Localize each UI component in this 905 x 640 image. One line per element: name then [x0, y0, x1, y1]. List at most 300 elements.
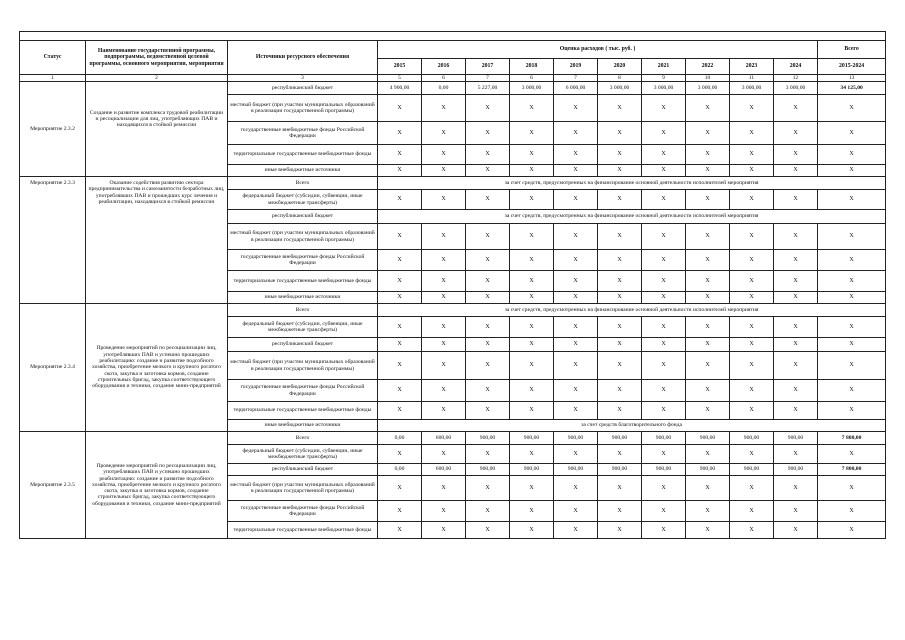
- source-cell: Всего: [228, 304, 378, 317]
- header-year: 2015: [378, 59, 422, 75]
- value-cell: Х: [598, 380, 642, 402]
- value-cell: 900,00: [730, 464, 774, 476]
- value-cell: 6 000,00: [554, 82, 598, 95]
- value-cell: Х: [774, 476, 818, 501]
- value-cell: Х: [598, 476, 642, 501]
- value-cell: Х: [598, 402, 642, 420]
- value-cell: Х: [422, 165, 466, 177]
- total-cell: Х: [818, 292, 886, 304]
- value-cell: Х: [510, 476, 554, 501]
- value-cell: 0,00: [378, 432, 422, 445]
- value-cell: Х: [510, 445, 554, 464]
- value-cell: 900,00: [466, 464, 510, 476]
- value-cell: Х: [642, 476, 686, 501]
- source-cell: местный бюджет (при участии муниципальных образований в реализации государственной программы): [228, 476, 378, 501]
- value-cell: Х: [686, 476, 730, 501]
- funding-note: за счет средств, предусмотренных на финансирование основной деятельности исполнителей мероприятия: [378, 177, 886, 190]
- value-cell: Х: [554, 476, 598, 501]
- value-cell: 900,00: [466, 432, 510, 445]
- source-cell: иные внебюджетные источники: [228, 420, 378, 432]
- total-cell: Х: [818, 250, 886, 271]
- value-cell: Х: [642, 165, 686, 177]
- table-row: [20, 304, 886, 317]
- value-cell: 900,00: [774, 464, 818, 476]
- value-cell: Х: [466, 352, 510, 380]
- total-cell: Х: [818, 271, 886, 292]
- source-cell: федеральный бюджет (субсидии, субвенции, иные межбюджетные трансферты): [228, 190, 378, 210]
- top-blank-row: [20, 32, 886, 41]
- value-cell: Х: [598, 224, 642, 250]
- source-cell: республиканский бюджет: [228, 210, 378, 224]
- value-cell: Х: [642, 501, 686, 522]
- column-number: 12: [774, 75, 818, 82]
- value-cell: 4 900,00: [378, 82, 422, 95]
- value-cell: Х: [598, 190, 642, 210]
- value-cell: Х: [686, 271, 730, 292]
- source-cell: государственные внебюджетные фонды Российской Федерации: [228, 501, 378, 522]
- value-cell: Х: [554, 501, 598, 522]
- value-cell: Х: [642, 122, 686, 145]
- value-cell: Х: [466, 476, 510, 501]
- value-cell: Х: [730, 145, 774, 165]
- header-year: 2021: [642, 59, 686, 75]
- source-cell: иные внебюджетные источники: [228, 165, 378, 177]
- value-cell: Х: [378, 292, 422, 304]
- value-cell: Х: [554, 402, 598, 420]
- source-cell: Всего: [228, 177, 378, 190]
- source-cell: Всего: [228, 432, 378, 445]
- value-cell: Х: [730, 271, 774, 292]
- value-cell: Х: [422, 317, 466, 338]
- value-cell: Х: [774, 224, 818, 250]
- status-cell: Мероприятие 2.3.2: [20, 82, 86, 177]
- value-cell: Х: [554, 352, 598, 380]
- value-cell: Х: [774, 501, 818, 522]
- value-cell: Х: [598, 501, 642, 522]
- value-cell: Х: [730, 292, 774, 304]
- value-cell: Х: [642, 190, 686, 210]
- value-cell: Х: [730, 190, 774, 210]
- value-cell: Х: [378, 402, 422, 420]
- total-cell: Х: [818, 338, 886, 352]
- value-cell: Х: [774, 292, 818, 304]
- value-cell: Х: [554, 380, 598, 402]
- column-number: 11: [730, 75, 774, 82]
- value-cell: Х: [730, 250, 774, 271]
- budget-table: [19, 31, 886, 539]
- total-cell: Х: [818, 522, 886, 539]
- value-cell: Х: [730, 476, 774, 501]
- value-cell: Х: [422, 380, 466, 402]
- value-cell: Х: [510, 338, 554, 352]
- value-cell: Х: [378, 95, 422, 122]
- value-cell: Х: [378, 352, 422, 380]
- value-cell: Х: [510, 352, 554, 380]
- value-cell: Х: [466, 190, 510, 210]
- value-cell: Х: [774, 445, 818, 464]
- column-number: 6: [510, 75, 554, 82]
- column-number: 3: [228, 75, 378, 82]
- value-cell: Х: [642, 292, 686, 304]
- value-cell: Х: [642, 224, 686, 250]
- value-cell: Х: [378, 338, 422, 352]
- value-cell: 0,00: [422, 82, 466, 95]
- value-cell: Х: [642, 338, 686, 352]
- source-cell: государственные внебюджетные фонды Российской Федерации: [228, 250, 378, 271]
- value-cell: Х: [554, 271, 598, 292]
- value-cell: Х: [642, 250, 686, 271]
- value-cell: Х: [466, 402, 510, 420]
- table-row: [20, 82, 886, 95]
- value-cell: Х: [642, 145, 686, 165]
- source-cell: федеральный бюджет (субсидии, субвенции, иные межбюджетные трансферты): [228, 317, 378, 338]
- value-cell: Х: [422, 476, 466, 501]
- value-cell: Х: [422, 292, 466, 304]
- value-cell: Х: [774, 271, 818, 292]
- header-year: 2018: [510, 59, 554, 75]
- value-cell: Х: [554, 122, 598, 145]
- value-cell: Х: [730, 501, 774, 522]
- value-cell: Х: [598, 352, 642, 380]
- value-cell: Х: [642, 402, 686, 420]
- source-cell: местный бюджет (при участии муниципальных образований в реализации государственной программы): [228, 95, 378, 122]
- value-cell: 900,00: [510, 464, 554, 476]
- total-cell: Х: [818, 402, 886, 420]
- value-cell: Х: [686, 95, 730, 122]
- header-year: 2019: [554, 59, 598, 75]
- source-cell: республиканский бюджет: [228, 338, 378, 352]
- total-cell: 7 800,00: [818, 432, 886, 445]
- value-cell: Х: [378, 380, 422, 402]
- value-cell: Х: [686, 352, 730, 380]
- value-cell: Х: [554, 190, 598, 210]
- header-year: 2022: [686, 59, 730, 75]
- column-number: 13: [818, 75, 886, 82]
- value-cell: Х: [642, 380, 686, 402]
- value-cell: Х: [686, 145, 730, 165]
- column-number: 5: [378, 75, 422, 82]
- value-cell: Х: [774, 338, 818, 352]
- header-status: Статус: [20, 41, 86, 75]
- header-source: Источники ресурсного обеспечения: [228, 41, 378, 75]
- value-cell: Х: [686, 122, 730, 145]
- value-cell: Х: [774, 522, 818, 539]
- value-cell: 3 000,00: [642, 82, 686, 95]
- value-cell: Х: [466, 501, 510, 522]
- value-cell: Х: [598, 165, 642, 177]
- value-cell: Х: [422, 338, 466, 352]
- value-cell: Х: [598, 95, 642, 122]
- header-year: 2024: [774, 59, 818, 75]
- value-cell: Х: [598, 445, 642, 464]
- value-cell: Х: [510, 190, 554, 210]
- column-number-row: [20, 75, 886, 82]
- header-name: Наименование государственной программы, подпрограммы, ведомственной целевой программы, основного мероприятия, мероприятия: [86, 41, 228, 75]
- total-cell: Х: [818, 445, 886, 464]
- value-cell: Х: [466, 380, 510, 402]
- status-cell: Мероприятие 2.3.4: [20, 304, 86, 432]
- value-cell: Х: [774, 352, 818, 380]
- value-cell: Х: [378, 250, 422, 271]
- value-cell: Х: [466, 145, 510, 165]
- value-cell: Х: [554, 445, 598, 464]
- column-number: 7: [466, 75, 510, 82]
- value-cell: 900,00: [554, 432, 598, 445]
- value-cell: Х: [730, 445, 774, 464]
- value-cell: 900,00: [730, 432, 774, 445]
- value-cell: Х: [378, 445, 422, 464]
- value-cell: Х: [730, 224, 774, 250]
- header-total-period: 2015-2024: [818, 59, 886, 75]
- total-cell: Х: [818, 95, 886, 122]
- total-cell: Х: [818, 380, 886, 402]
- header-year: 2017: [466, 59, 510, 75]
- value-cell: Х: [598, 271, 642, 292]
- value-cell: Х: [730, 317, 774, 338]
- total-cell: Х: [818, 145, 886, 165]
- column-number: 2: [86, 75, 228, 82]
- value-cell: 3 000,00: [774, 82, 818, 95]
- value-cell: Х: [686, 501, 730, 522]
- header-year: 2023: [730, 59, 774, 75]
- value-cell: Х: [378, 271, 422, 292]
- value-cell: Х: [686, 380, 730, 402]
- table-row: [20, 177, 886, 190]
- value-cell: Х: [378, 190, 422, 210]
- value-cell: Х: [378, 501, 422, 522]
- value-cell: Х: [510, 292, 554, 304]
- value-cell: Х: [774, 190, 818, 210]
- value-cell: Х: [510, 522, 554, 539]
- value-cell: Х: [510, 380, 554, 402]
- value-cell: Х: [378, 522, 422, 539]
- value-cell: Х: [730, 95, 774, 122]
- funding-note: за счет средств, предусмотренных на финансирование основной деятельности исполнителей мероприятия: [378, 304, 886, 317]
- total-cell: Х: [818, 501, 886, 522]
- value-cell: Х: [510, 317, 554, 338]
- budget-table-page: [19, 31, 885, 539]
- value-cell: Х: [598, 250, 642, 271]
- value-cell: Х: [554, 292, 598, 304]
- table-row: [20, 432, 886, 445]
- total-cell: Х: [818, 122, 886, 145]
- value-cell: Х: [466, 165, 510, 177]
- value-cell: Х: [554, 522, 598, 539]
- value-cell: Х: [422, 95, 466, 122]
- value-cell: Х: [466, 292, 510, 304]
- value-cell: Х: [730, 380, 774, 402]
- total-cell: Х: [818, 190, 886, 210]
- value-cell: Х: [422, 522, 466, 539]
- funding-note: за счет средств, предусмотренных на финансирование основной деятельности исполнителей мероприятия: [378, 210, 886, 224]
- value-cell: Х: [686, 250, 730, 271]
- total-cell: Х: [818, 352, 886, 380]
- total-cell: Х: [818, 476, 886, 501]
- source-cell: республиканский бюджет: [228, 82, 378, 95]
- value-cell: Х: [686, 292, 730, 304]
- value-cell: Х: [642, 352, 686, 380]
- value-cell: Х: [422, 352, 466, 380]
- value-cell: Х: [510, 165, 554, 177]
- value-cell: Х: [510, 402, 554, 420]
- total-cell: Х: [818, 317, 886, 338]
- source-cell: местный бюджет (при участии муниципальных образований в реализации государственной программы): [228, 224, 378, 250]
- value-cell: Х: [686, 317, 730, 338]
- value-cell: 3 000,00: [730, 82, 774, 95]
- value-cell: Х: [466, 522, 510, 539]
- value-cell: Х: [730, 402, 774, 420]
- value-cell: 900,00: [686, 464, 730, 476]
- column-number: 9: [642, 75, 686, 82]
- value-cell: Х: [422, 402, 466, 420]
- source-cell: федеральный бюджет (субсидии, субвенции, иные межбюджетные трансферты): [228, 445, 378, 464]
- value-cell: Х: [774, 165, 818, 177]
- value-cell: Х: [554, 250, 598, 271]
- value-cell: Х: [730, 522, 774, 539]
- value-cell: Х: [422, 224, 466, 250]
- value-cell: 600,00: [422, 432, 466, 445]
- value-cell: Х: [422, 190, 466, 210]
- value-cell: Х: [378, 317, 422, 338]
- value-cell: Х: [686, 190, 730, 210]
- value-cell: Х: [466, 338, 510, 352]
- value-cell: Х: [466, 271, 510, 292]
- source-cell: государственные внебюджетные фонды Российской Федерации: [228, 380, 378, 402]
- value-cell: Х: [598, 122, 642, 145]
- measure-name: Проведение мероприятий по ресоциализации лиц, употреблявших ПАВ и успешно прошедших реабилитацию: создание и развитие подсобного хозяйства, приобретение мелкого и крупного рогатого скота, закупка и заготовка кормов, создание строительных бригад, закупка соответствующего оборудования и техники, создание мини-предприятий: [86, 432, 228, 539]
- column-number: 8: [598, 75, 642, 82]
- status-cell: Мероприятие 2.3.3: [20, 177, 86, 304]
- value-cell: 900,00: [554, 464, 598, 476]
- header-year: 2016: [422, 59, 466, 75]
- value-cell: Х: [598, 145, 642, 165]
- funding-note: за счет средств благотворительного фонда: [378, 420, 886, 432]
- header-estimate: Оценка расходов ( тыс. руб. ): [378, 41, 818, 59]
- value-cell: Х: [510, 224, 554, 250]
- total-cell: Х: [818, 224, 886, 250]
- header-total: Всего: [818, 41, 886, 59]
- value-cell: Х: [686, 224, 730, 250]
- value-cell: Х: [730, 122, 774, 145]
- value-cell: 5 227,00: [466, 82, 510, 95]
- value-cell: 3 000,00: [598, 82, 642, 95]
- value-cell: Х: [686, 522, 730, 539]
- source-cell: территориальные государственные внебюджетные фонды: [228, 522, 378, 539]
- value-cell: Х: [774, 122, 818, 145]
- value-cell: Х: [378, 122, 422, 145]
- value-cell: Х: [774, 145, 818, 165]
- value-cell: Х: [510, 250, 554, 271]
- value-cell: Х: [642, 317, 686, 338]
- measure-name: Создание и развитие комплекса трудовой реабилитации и ресоциализации для лиц, употребляющих ПАВ и находящихся в стойкой ремиссии: [86, 82, 228, 177]
- value-cell: Х: [466, 122, 510, 145]
- value-cell: Х: [422, 501, 466, 522]
- value-cell: Х: [598, 292, 642, 304]
- value-cell: 3 000,00: [686, 82, 730, 95]
- column-number: 6: [422, 75, 466, 82]
- value-cell: Х: [598, 338, 642, 352]
- value-cell: Х: [774, 95, 818, 122]
- value-cell: Х: [378, 165, 422, 177]
- source-cell: государственные внебюджетные фонды Российской Федерации: [228, 122, 378, 145]
- value-cell: 900,00: [642, 432, 686, 445]
- source-cell: республиканский бюджет: [228, 464, 378, 476]
- value-cell: Х: [510, 122, 554, 145]
- value-cell: Х: [554, 145, 598, 165]
- value-cell: 900,00: [686, 432, 730, 445]
- value-cell: Х: [554, 317, 598, 338]
- value-cell: Х: [598, 317, 642, 338]
- value-cell: Х: [554, 165, 598, 177]
- column-number: 10: [686, 75, 730, 82]
- value-cell: Х: [510, 501, 554, 522]
- value-cell: Х: [774, 402, 818, 420]
- value-cell: Х: [686, 445, 730, 464]
- value-cell: Х: [598, 522, 642, 539]
- value-cell: 900,00: [598, 464, 642, 476]
- total-cell: 34 125,00: [818, 82, 886, 95]
- value-cell: Х: [422, 122, 466, 145]
- value-cell: Х: [554, 338, 598, 352]
- total-cell: 7 800,00: [818, 464, 886, 476]
- source-cell: территориальные государственные внебюджетные фонды: [228, 402, 378, 420]
- total-cell: Х: [818, 165, 886, 177]
- value-cell: 3 000,00: [510, 82, 554, 95]
- value-cell: Х: [378, 145, 422, 165]
- value-cell: Х: [378, 476, 422, 501]
- column-number: 7: [554, 75, 598, 82]
- value-cell: Х: [378, 224, 422, 250]
- value-cell: Х: [774, 250, 818, 271]
- column-number: 1: [20, 75, 86, 82]
- value-cell: Х: [510, 271, 554, 292]
- value-cell: Х: [774, 380, 818, 402]
- value-cell: Х: [510, 95, 554, 122]
- value-cell: Х: [554, 224, 598, 250]
- source-cell: иные внебюджетные источники: [228, 292, 378, 304]
- value-cell: Х: [422, 445, 466, 464]
- value-cell: Х: [730, 352, 774, 380]
- value-cell: Х: [554, 95, 598, 122]
- value-cell: Х: [686, 402, 730, 420]
- value-cell: Х: [730, 165, 774, 177]
- value-cell: Х: [466, 95, 510, 122]
- value-cell: Х: [466, 224, 510, 250]
- value-cell: Х: [466, 317, 510, 338]
- value-cell: Х: [642, 271, 686, 292]
- measure-name: Оказание содействия развитию сектора предпринимательства и самозанятости безработных лиц, употреблявших ПАВ и прошедших курс лечения и реабилитации, находящихся в стойкой ремиссии: [86, 177, 228, 304]
- value-cell: 900,00: [598, 432, 642, 445]
- value-cell: Х: [510, 145, 554, 165]
- value-cell: 900,00: [774, 432, 818, 445]
- value-cell: 600,00: [422, 464, 466, 476]
- value-cell: 900,00: [642, 464, 686, 476]
- source-cell: территориальные государственные внебюджетные фонды: [228, 145, 378, 165]
- value-cell: Х: [422, 250, 466, 271]
- value-cell: 900,00: [510, 432, 554, 445]
- value-cell: Х: [422, 145, 466, 165]
- value-cell: Х: [686, 165, 730, 177]
- value-cell: Х: [466, 445, 510, 464]
- value-cell: Х: [422, 271, 466, 292]
- value-cell: 0,00: [378, 464, 422, 476]
- status-cell: Мероприятие 2.3.5: [20, 432, 86, 539]
- value-cell: Х: [730, 338, 774, 352]
- header-year: 2020: [598, 59, 642, 75]
- value-cell: Х: [642, 522, 686, 539]
- source-cell: местный бюджет (при участии муниципальных образований в реализации государственной программы): [228, 352, 378, 380]
- value-cell: Х: [466, 250, 510, 271]
